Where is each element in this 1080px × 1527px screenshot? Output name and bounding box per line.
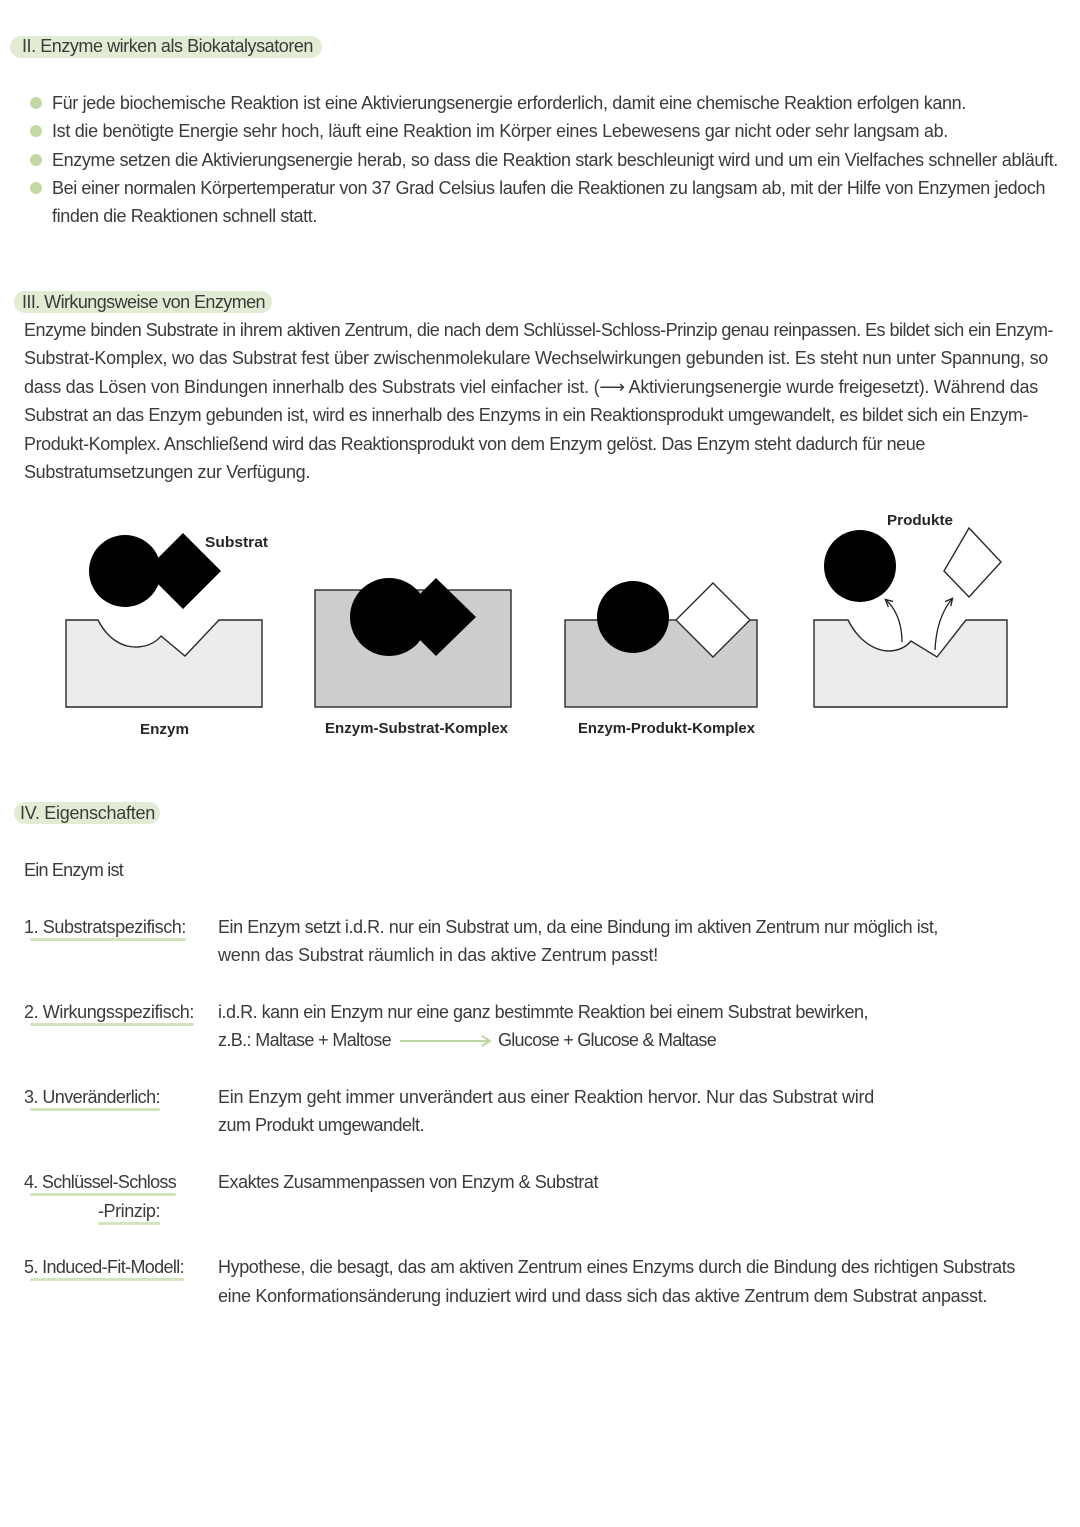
bullet-4-line-1: Bei einer normalen Körpertemperatur von 37 Grad Celsius laufen die Reaktionen zu langsam ab, mit der Hilfe von Enzymen jedoch (52, 178, 1046, 198)
section3-heading: III. Wirkungsweise von Enzymen (22, 292, 265, 312)
bullet-dot (30, 125, 42, 137)
paragraph-line-1: Enzyme binden Substrate in ihrem aktiven Zentrum, die nach dem Schlüssel-Schloss-Prinzip genau reinpassen. Es bildet sich ein Enzym- (24, 320, 1053, 340)
property-4-label-line-1: 4. Schlüssel-Schloss (24, 1172, 176, 1192)
product-diamond (944, 528, 1001, 597)
paragraph-line-3: dass das Lösen von Bindungen innerhalb des Substrats viel einfacher ist. (⟶ Aktivierungsenergie wurde freigesetzt). Während das (24, 377, 1038, 397)
substrate-label: Substrat (205, 534, 269, 551)
enzyme-substrate-complex-label: Enzym-Substrat-Komplex (325, 720, 509, 737)
section2-heading: II. Enzyme wirken als Biokatalysatoren (22, 36, 313, 56)
property-4-text-line-1: Exaktes Zusammenpassen von Enzym & Substrat (218, 1172, 599, 1192)
property-5-text-line-1: Hypothese, die besagt, das am aktiven Zentrum eines Enzyms durch die Bindung des richtigen Substrats (218, 1257, 1015, 1277)
property-3-text-line-1: Ein Enzym geht immer unverändert aus einer Reaktion hervor. Nur das Substrat wird (218, 1087, 875, 1107)
property-1-label-underline (30, 938, 186, 941)
bullet-2-line-1: Ist die benötigte Energie sehr hoch, läuft eine Reaktion im Körper eines Lebewesens gar nicht oder sehr langsam ab. (52, 121, 948, 141)
property-4-label-underline (30, 1193, 176, 1196)
enzyme-mechanism-diagram (0, 500, 1080, 750)
paragraph-line-4: Substrat an das Enzym gebunden ist, wird es innerhalb des Enzyms in ein Reaktionsprodukt umgewandelt, es bildet sich ein Enzym- (24, 405, 1028, 425)
enzyme-shape (66, 620, 262, 707)
property-2-label-underline (30, 1023, 194, 1026)
products-label: Produkte (887, 512, 953, 529)
free-enzyme-shape (814, 620, 1007, 707)
bullet-dot (30, 154, 42, 166)
reaction-arrow-icon (398, 1033, 494, 1049)
property-3-label-underline (30, 1108, 160, 1111)
property-1-label: 1. Substratspezifisch: (24, 917, 186, 937)
property-1-text-line-2: wenn das Substrat räumlich in das aktive Zentrum passt! (218, 945, 658, 965)
enzyme-product-complex-label: Enzym-Produkt-Komplex (578, 720, 756, 737)
bullet-3-line-1: Enzyme setzen die Aktivierungsenergie herab, so dass die Reaktion stark beschleunigt wird und um ein Vielfaches schneller abläuft. (52, 150, 1058, 170)
property-5-label-underline (30, 1278, 184, 1281)
property-2-example-products: Glucose + Glucose & Maltase (498, 1030, 716, 1050)
bullet-dot (30, 97, 42, 109)
bullet-4-line-2: finden die Reaktionen schnell statt. (52, 206, 317, 226)
property-5-text-line-2: eine Konformationsänderung induziert wird und dass sich das aktive Zentrum dem Substrat anpasst. (218, 1286, 988, 1306)
property-4-label-line-2: -Prinzip: (98, 1201, 161, 1221)
bullet-dot (30, 182, 42, 194)
property-2-example-reactants: z.B.: Maltase + Maltose (218, 1030, 391, 1050)
release-arrow-left (886, 600, 902, 642)
property-2-text-line-1: i.d.R. kann ein Enzym nur eine ganz bestimmte Reaktion bei einem Substrat bewirken, (218, 1002, 869, 1022)
property-5-label: 5. Induced-Fit-Modell: (24, 1257, 184, 1277)
paragraph-line-2: Substrat-Komplex, wo das Substrat fest über zwischenmolekulare Wechselwirkungen gebunden ist. Es steht nun unter Spannung, so (24, 348, 1049, 368)
property-2-label: 2. Wirkungsspezifisch: (24, 1002, 194, 1022)
property-3-text-line-2: zum Produkt umgewandelt. (218, 1115, 424, 1135)
section4-intro: Ein Enzym ist (24, 860, 123, 880)
product-circle (824, 530, 896, 602)
property-4-label-underline-2 (98, 1222, 160, 1225)
paragraph-line-6: Substratumsetzungen zur Verfügung. (24, 462, 310, 482)
property-1-text-line-1: Ein Enzym setzt i.d.R. nur ein Substrat um, da eine Bindung im aktiven Zentrum nur möglich ist, (218, 917, 938, 937)
bullet-1-line-1: Für jede biochemische Reaktion ist eine Aktivierungsenergie erforderlich, damit eine chemische Reaktion erfolgen kann. (52, 93, 966, 113)
property-3-label: 3. Unveränderlich: (24, 1087, 160, 1107)
section4-heading: IV. Eigenschaften (20, 803, 155, 823)
paragraph-line-5: Produkt-Komplex. Anschließend wird das Reaktionsprodukt von dem Enzym gelöst. Das Enzym steht dadurch für neue (24, 434, 925, 454)
enzyme-label: Enzym (140, 721, 189, 738)
bound-product-circle (597, 581, 669, 653)
